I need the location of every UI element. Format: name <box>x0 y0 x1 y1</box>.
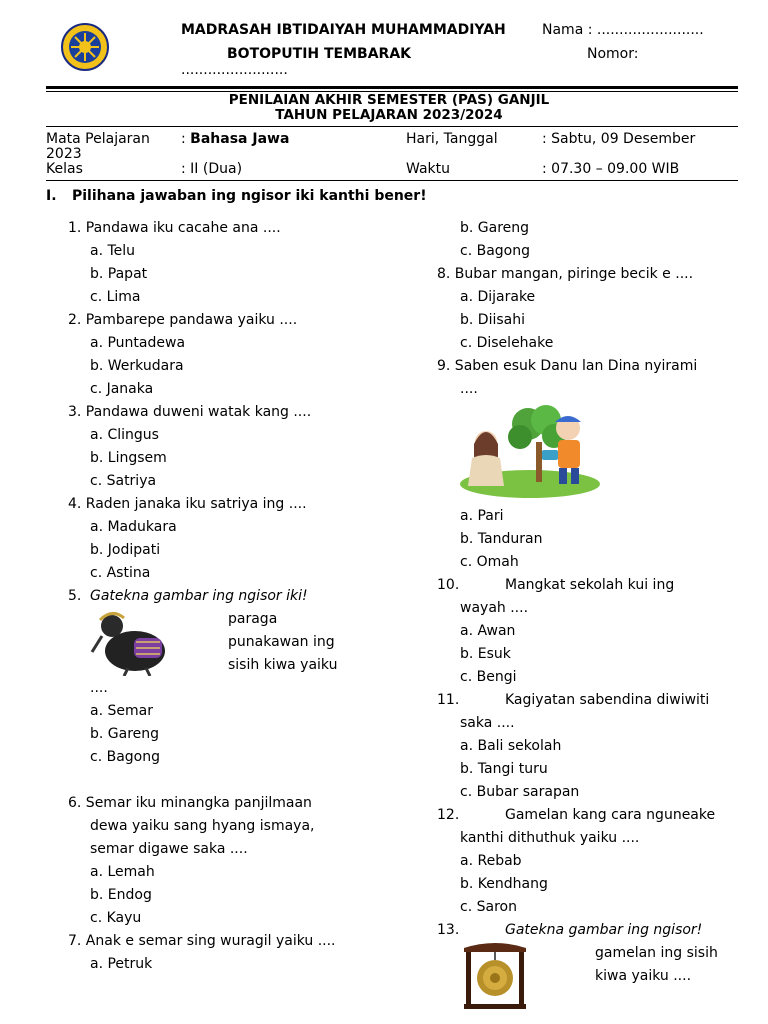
q9-option-a: a. Pari <box>460 508 504 524</box>
kids-watering-image <box>458 402 603 502</box>
kelas-value: : II (Dua) <box>181 161 243 177</box>
q1-option-b: b. Papat <box>90 266 148 282</box>
meta-rule <box>46 180 738 181</box>
q4-option-c: c. Astina <box>90 565 151 581</box>
q2-option-c: c. Janaka <box>90 381 154 397</box>
nomor-dots: ........................ <box>181 62 288 78</box>
question-9-line2: .... <box>460 381 478 397</box>
question-9-line1: 9. Saben esuk Danu lan Dina nyirami <box>437 358 698 374</box>
q12-option-a: a. Rebab <box>460 853 522 869</box>
q5-option-a: a. Semar <box>90 703 153 719</box>
nomor-label: Nomor: <box>587 46 639 62</box>
wayang-image <box>90 606 170 676</box>
section-number: I. <box>46 188 57 204</box>
question-6-line3: semar digawe saka .... <box>90 841 248 857</box>
q8-option-c: c. Diselehake <box>460 335 554 351</box>
hari-value: : Sabtu, 09 Desember <box>542 131 696 147</box>
q3-option-b: b. Lingsem <box>90 450 167 466</box>
header-rule-thick <box>46 86 738 89</box>
q3-option-a: a. Clingus <box>90 427 159 443</box>
kelas-label: Kelas <box>46 161 83 177</box>
q5-text-line1: paraga <box>228 611 278 627</box>
q3-option-c: c. Satriya <box>90 473 157 489</box>
q7-option-c: c. Bagong <box>460 243 530 259</box>
question-13-line3: kiwa yaiku .... <box>595 968 692 984</box>
section-instruction: Pilihana jawaban ing ngisor iki kanthi bener! <box>72 188 427 204</box>
question-11-line2: saka .... <box>460 715 515 731</box>
question-12-line2: kanthi dithuthuk yaiku .... <box>460 830 640 846</box>
question-10-line1: Mangkat sekolah kui ing <box>505 577 675 593</box>
q10-option-b: b. Esuk <box>460 646 511 662</box>
q6-option-a: a. Lemah <box>90 864 155 880</box>
exam-title-line2: TAHUN PELAJARAN 2023/2024 <box>275 107 503 123</box>
q7-option-a: a. Petruk <box>90 956 153 972</box>
nama-field: Nama : ........................ <box>542 22 704 38</box>
hari-label: Hari, Tanggal <box>406 131 498 147</box>
q4-option-a: a. Madukara <box>90 519 177 535</box>
title-rule <box>46 126 738 127</box>
q11-option-a: a. Bali sekolah <box>460 738 562 754</box>
question-10-number: 10. <box>437 577 460 593</box>
q2-option-b: b. Werkudara <box>90 358 184 374</box>
mapel-value: Bahasa Jawa <box>190 131 290 147</box>
question-2: 2. Pambarepe pandawa yaiku .... <box>68 312 298 328</box>
question-4: 4. Raden janaka iku satriya ing .... <box>68 496 307 512</box>
q11-option-c: c. Bubar sarapan <box>460 784 580 800</box>
q9-option-c: c. Omah <box>460 554 519 570</box>
question-10-line2: wayah .... <box>460 600 529 616</box>
q4-option-b: b. Jodipati <box>90 542 161 558</box>
question-8: 8. Bubar mangan, piringe becik e .... <box>437 266 694 282</box>
q12-option-c: c. Saron <box>460 899 517 915</box>
school-logo <box>60 22 110 72</box>
exam-title-line1: PENILAIAN AKHIR SEMESTER (PAS) GANJIL <box>228 92 550 108</box>
q8-option-a: a. Dijarake <box>460 289 536 305</box>
question-3: 3. Pandawa duweni watak kang .... <box>68 404 312 420</box>
hari-year: 2023 <box>46 146 82 162</box>
question-5-number: 5. <box>68 588 82 604</box>
question-12-line1: Gamelan kang cara nguneake <box>505 807 716 823</box>
question-7: 7. Anak e semar sing wuragil yaiku .... <box>68 933 336 949</box>
q1-option-a: a. Telu <box>90 243 136 259</box>
question-1: 1. Pandawa iku cacahe ana .... <box>68 220 281 236</box>
question-13-number: 13. <box>437 922 460 938</box>
q8-option-b: b. Diisahi <box>460 312 525 328</box>
school-name-line2: BOTOPUTIH TEMBARAK <box>227 46 412 62</box>
q9-option-b: b. Tanduran <box>460 531 543 547</box>
q10-option-c: c. Bengi <box>460 669 517 685</box>
question-11-line1: Kagiyatan sabendina diwiwiti <box>505 692 710 708</box>
q5-text-line4: .... <box>90 680 108 696</box>
q5-option-c: c. Bagong <box>90 749 160 765</box>
mapel-label: Mata Pelajaran <box>46 131 150 147</box>
q5-text-line2: punakawan ing <box>228 634 335 650</box>
question-13-line2: gamelan ing sisih <box>595 945 718 961</box>
gong-image <box>460 940 530 1010</box>
q11-option-b: b. Tangi turu <box>460 761 548 777</box>
q12-option-b: b. Kendhang <box>460 876 548 892</box>
q5-text-line3: sisih kiwa yaiku <box>228 657 338 673</box>
question-13-line1: Gatekna gambar ing ngisor! <box>505 922 703 938</box>
q7-option-b: b. Gareng <box>460 220 530 236</box>
question-5: Gatekna gambar ing ngisor iki! <box>90 588 308 604</box>
question-6-line1: 6. Semar iku minangka panjilmaan <box>68 795 312 811</box>
q6-option-c: c. Kayu <box>90 910 142 926</box>
question-12-number: 12. <box>437 807 460 823</box>
q6-option-b: b. Endog <box>90 887 152 903</box>
q1-option-c: c. Lima <box>90 289 141 305</box>
waktu-label: Waktu <box>406 161 450 177</box>
question-6-line2: dewa yaiku sang hyang ismaya, <box>90 818 315 834</box>
q2-option-a: a. Puntadewa <box>90 335 186 351</box>
waktu-value: : 07.30 – 09.00 WIB <box>542 161 680 177</box>
q5-option-b: b. Gareng <box>90 726 160 742</box>
q10-option-a: a. Awan <box>460 623 516 639</box>
question-11-number: 11. <box>437 692 460 708</box>
school-name-line1: MADRASAH IBTIDAIYAH MUHAMMADIYAH <box>181 22 506 38</box>
